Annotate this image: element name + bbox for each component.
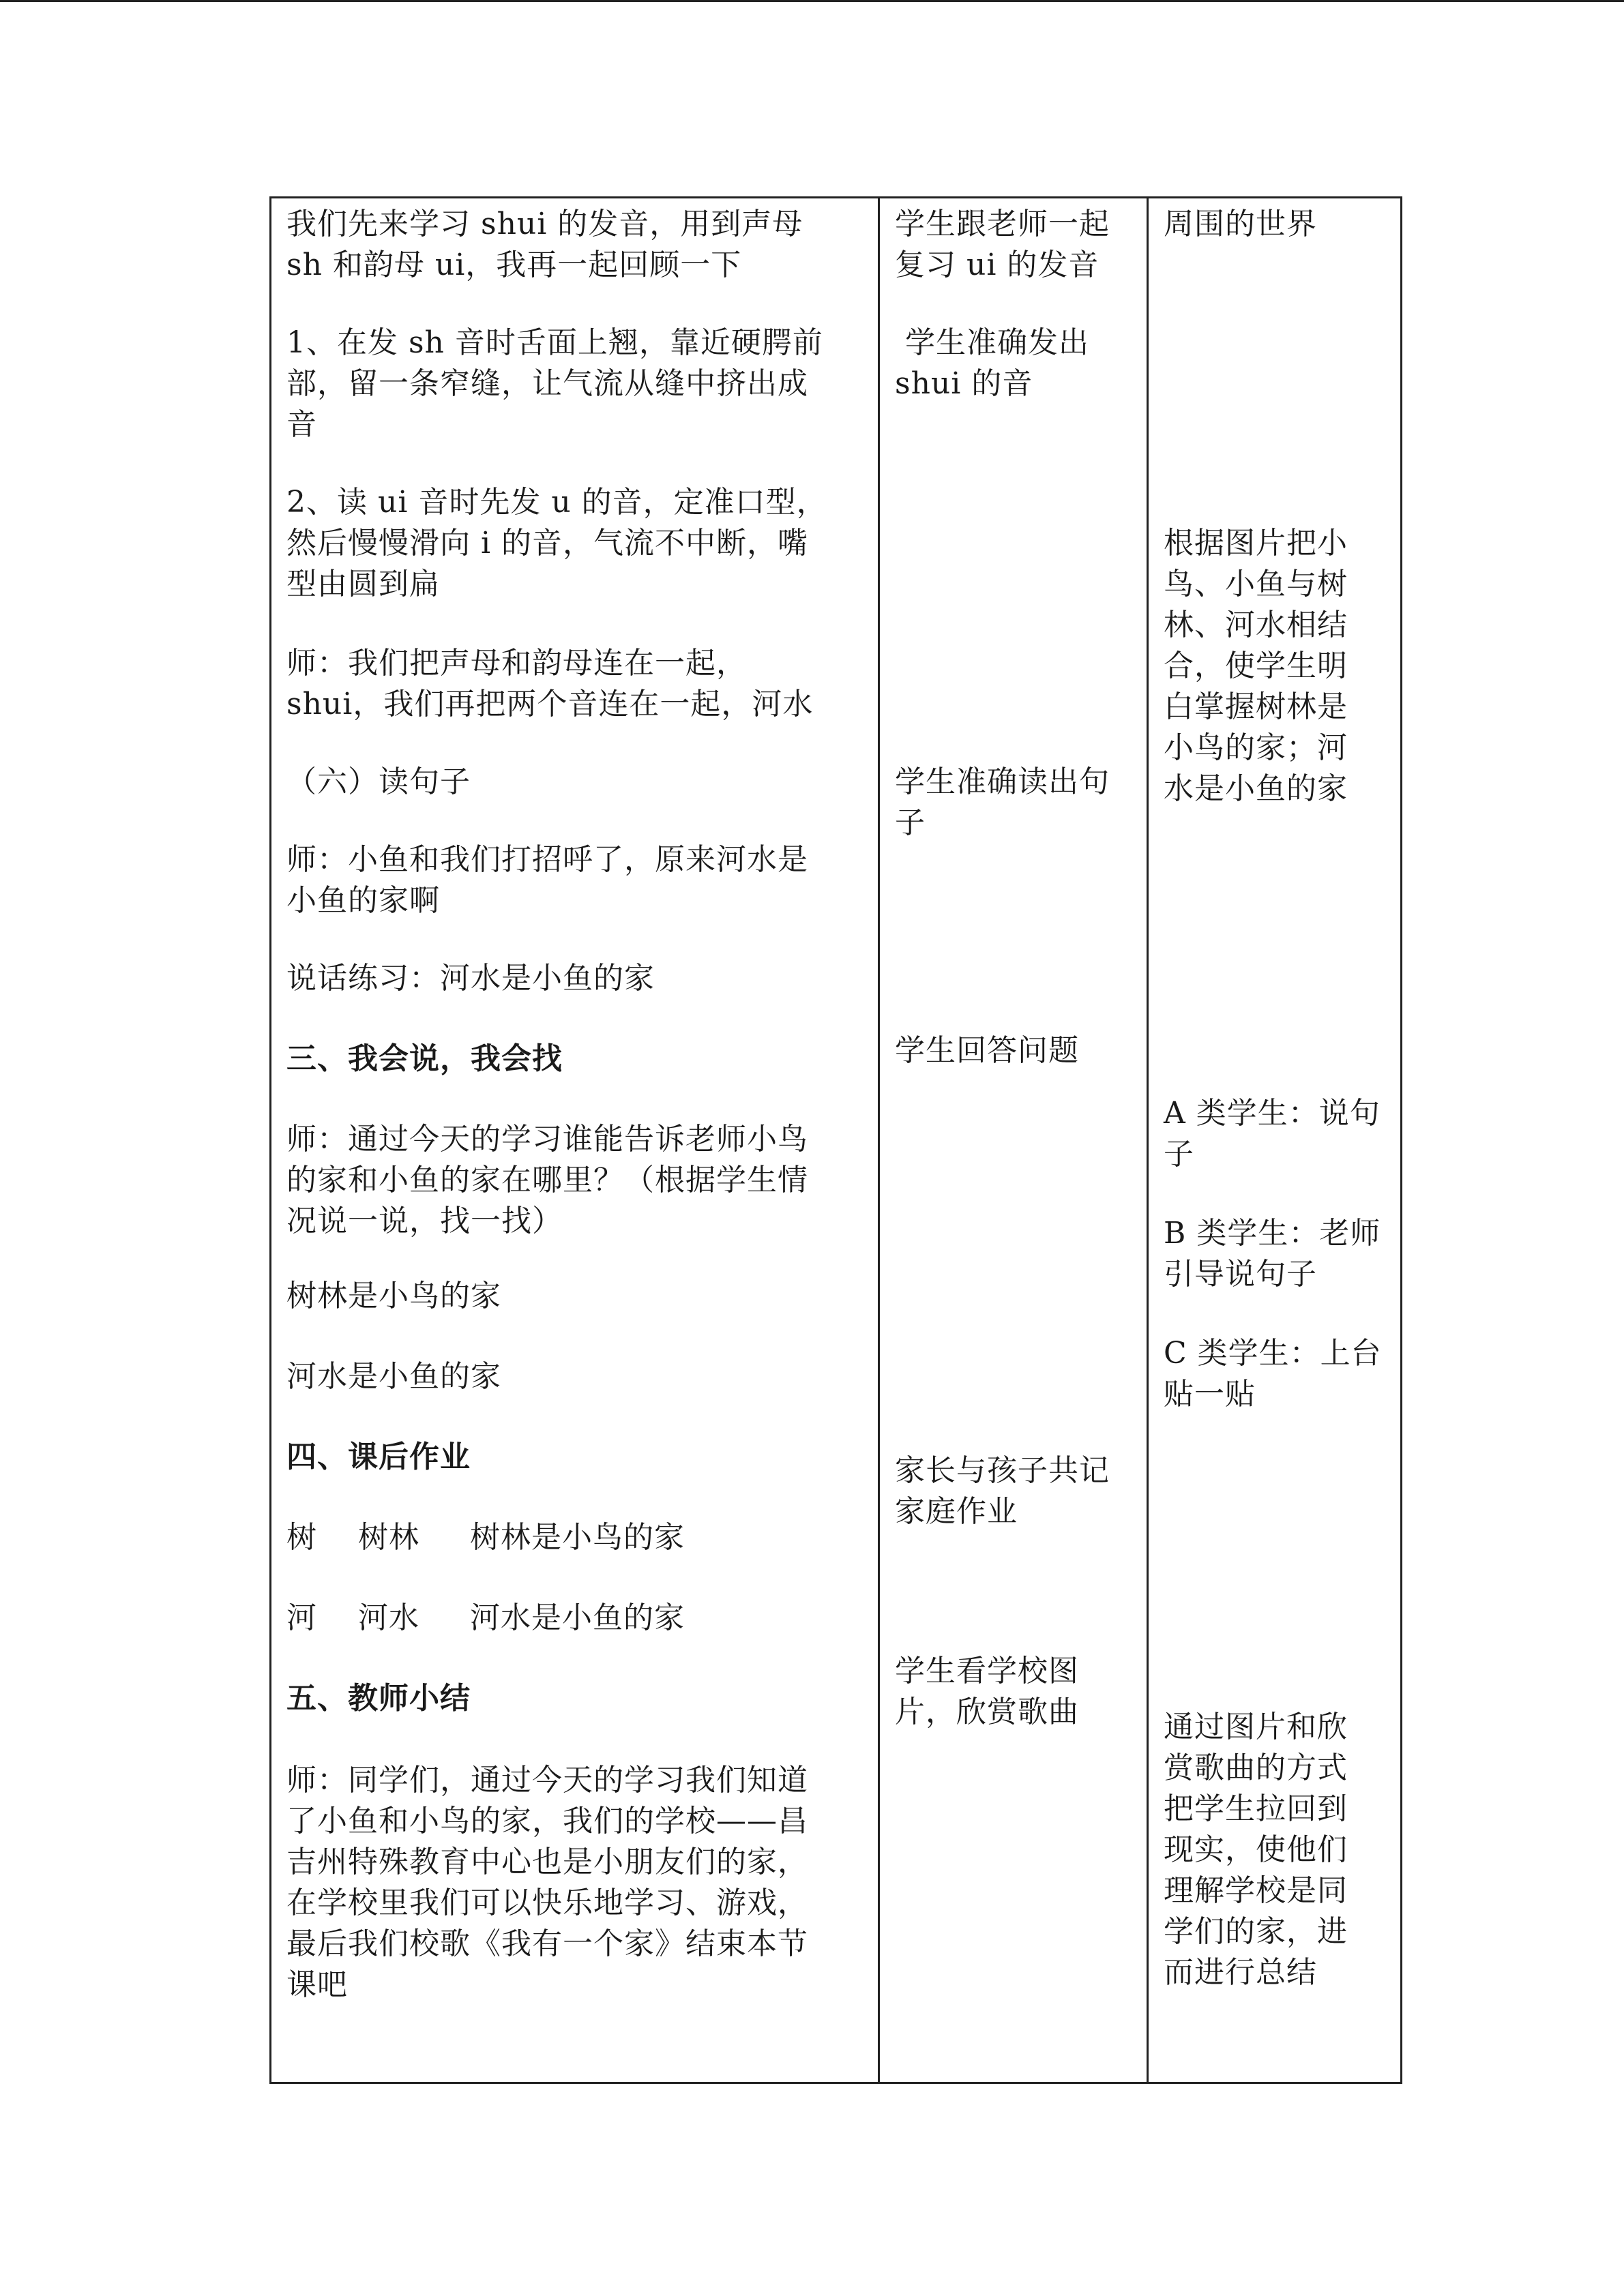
paragraph-shui-intro: 我们先来学习 shui 的发音，用到声母 sh 和韵母 ui，我再一起回顾一下 — [286, 207, 803, 282]
paragraph-question: 师：通过今天的学习谁能告诉老师小鸟 的家和小鱼的家在哪里？（根据学生情 况说一说，找一找） — [286, 1122, 808, 1238]
teaching-process-column — [271, 198, 880, 2082]
intent-group-b: B 类学生：老师 引导说句子 — [1164, 1216, 1381, 1292]
intent-group-c: C 类学生：上台 贴一贴 — [1164, 1336, 1382, 1412]
intent-summary: 通过图片和欣 赏歌曲的方式 把学生拉回到 现实，使他们 理解学校是同 学们的家，进 而进行总结 — [1164, 1710, 1348, 1990]
answer-forest: 树林是小鸟的家 — [286, 1279, 501, 1313]
intent-group-a: A 类学生：说句 子 — [1164, 1096, 1381, 1172]
homework-row-river: 河 河水 河水是小鱼的家 — [286, 1600, 685, 1635]
section-read-sentence: （六）读句子 — [286, 764, 471, 799]
student-read-sentence: 学生准确读出句 子 — [895, 764, 1110, 840]
student-review-ui: 学生跟老师一起 复习 ui 的发音 — [895, 207, 1110, 282]
heading-section-three: 三、我会说，我会找 — [286, 1041, 563, 1076]
heading-section-five: 五、教师小结 — [286, 1681, 471, 1716]
paragraph-fish-greeting: 师：小鱼和我们打招呼了，原来河水是 小鱼的家啊 — [286, 842, 808, 918]
parent-homework: 家长与孩子共记 家庭作业 — [895, 1453, 1110, 1529]
paragraph-sh-pronunciation: 1、在发 sh 音时舌面上翘，靠近硬腭前 部，留一条窄缝，让气流从缝中挤出成 音 — [286, 325, 823, 442]
homework-row-tree: 树 树林 树林是小鸟的家 — [286, 1520, 685, 1555]
answer-river: 河水是小鱼的家 — [286, 1359, 501, 1394]
design-intent-column — [1149, 198, 1400, 2082]
heading-section-four: 四、课后作业 — [286, 1440, 471, 1474]
paragraph-combine-sounds: 师：我们把声母和韵母连在一起， shui，我们再把两个音连在一起，河水 — [286, 646, 814, 721]
student-answer-questions: 学生回答问题 — [895, 1033, 1079, 1068]
page-top-border — [0, 0, 1624, 2]
lesson-plan-table — [269, 196, 1402, 2084]
student-activity-column — [880, 198, 1149, 2082]
paragraph-ui-pronunciation: 2、读 ui 音时先发 u 的音，定准口型， 然后慢慢滑向 i 的音，气流不中断，嘴 型由圆到扁 — [286, 485, 827, 601]
paragraph-speaking-practice: 说话练习：河水是小鱼的家 — [286, 961, 655, 996]
paragraph-summary: 师：同学们，通过今天的学习我们知道 了小鱼和小鸟的家，我们的学校——昌 吉州特殊教育中心也是小朋友们的家， 在学校里我们可以快乐地学习、游戏， 最后我们校歌《我有一个家》结束本节 课吧 — [286, 1763, 808, 2002]
student-pronounce-shui: 学生准确发出 shui 的音 — [895, 325, 1089, 401]
intent-surrounding-world: 周围的世界 — [1164, 207, 1317, 241]
student-view-pictures: 学生看学校图 片，欣赏歌曲 — [895, 1654, 1079, 1729]
intent-match-pictures: 根据图片把小 鸟、小鱼与树 林、河水相结 合，使学生明 白掌握树林是 小鸟的家；河 水是小鱼的家 — [1164, 526, 1348, 806]
